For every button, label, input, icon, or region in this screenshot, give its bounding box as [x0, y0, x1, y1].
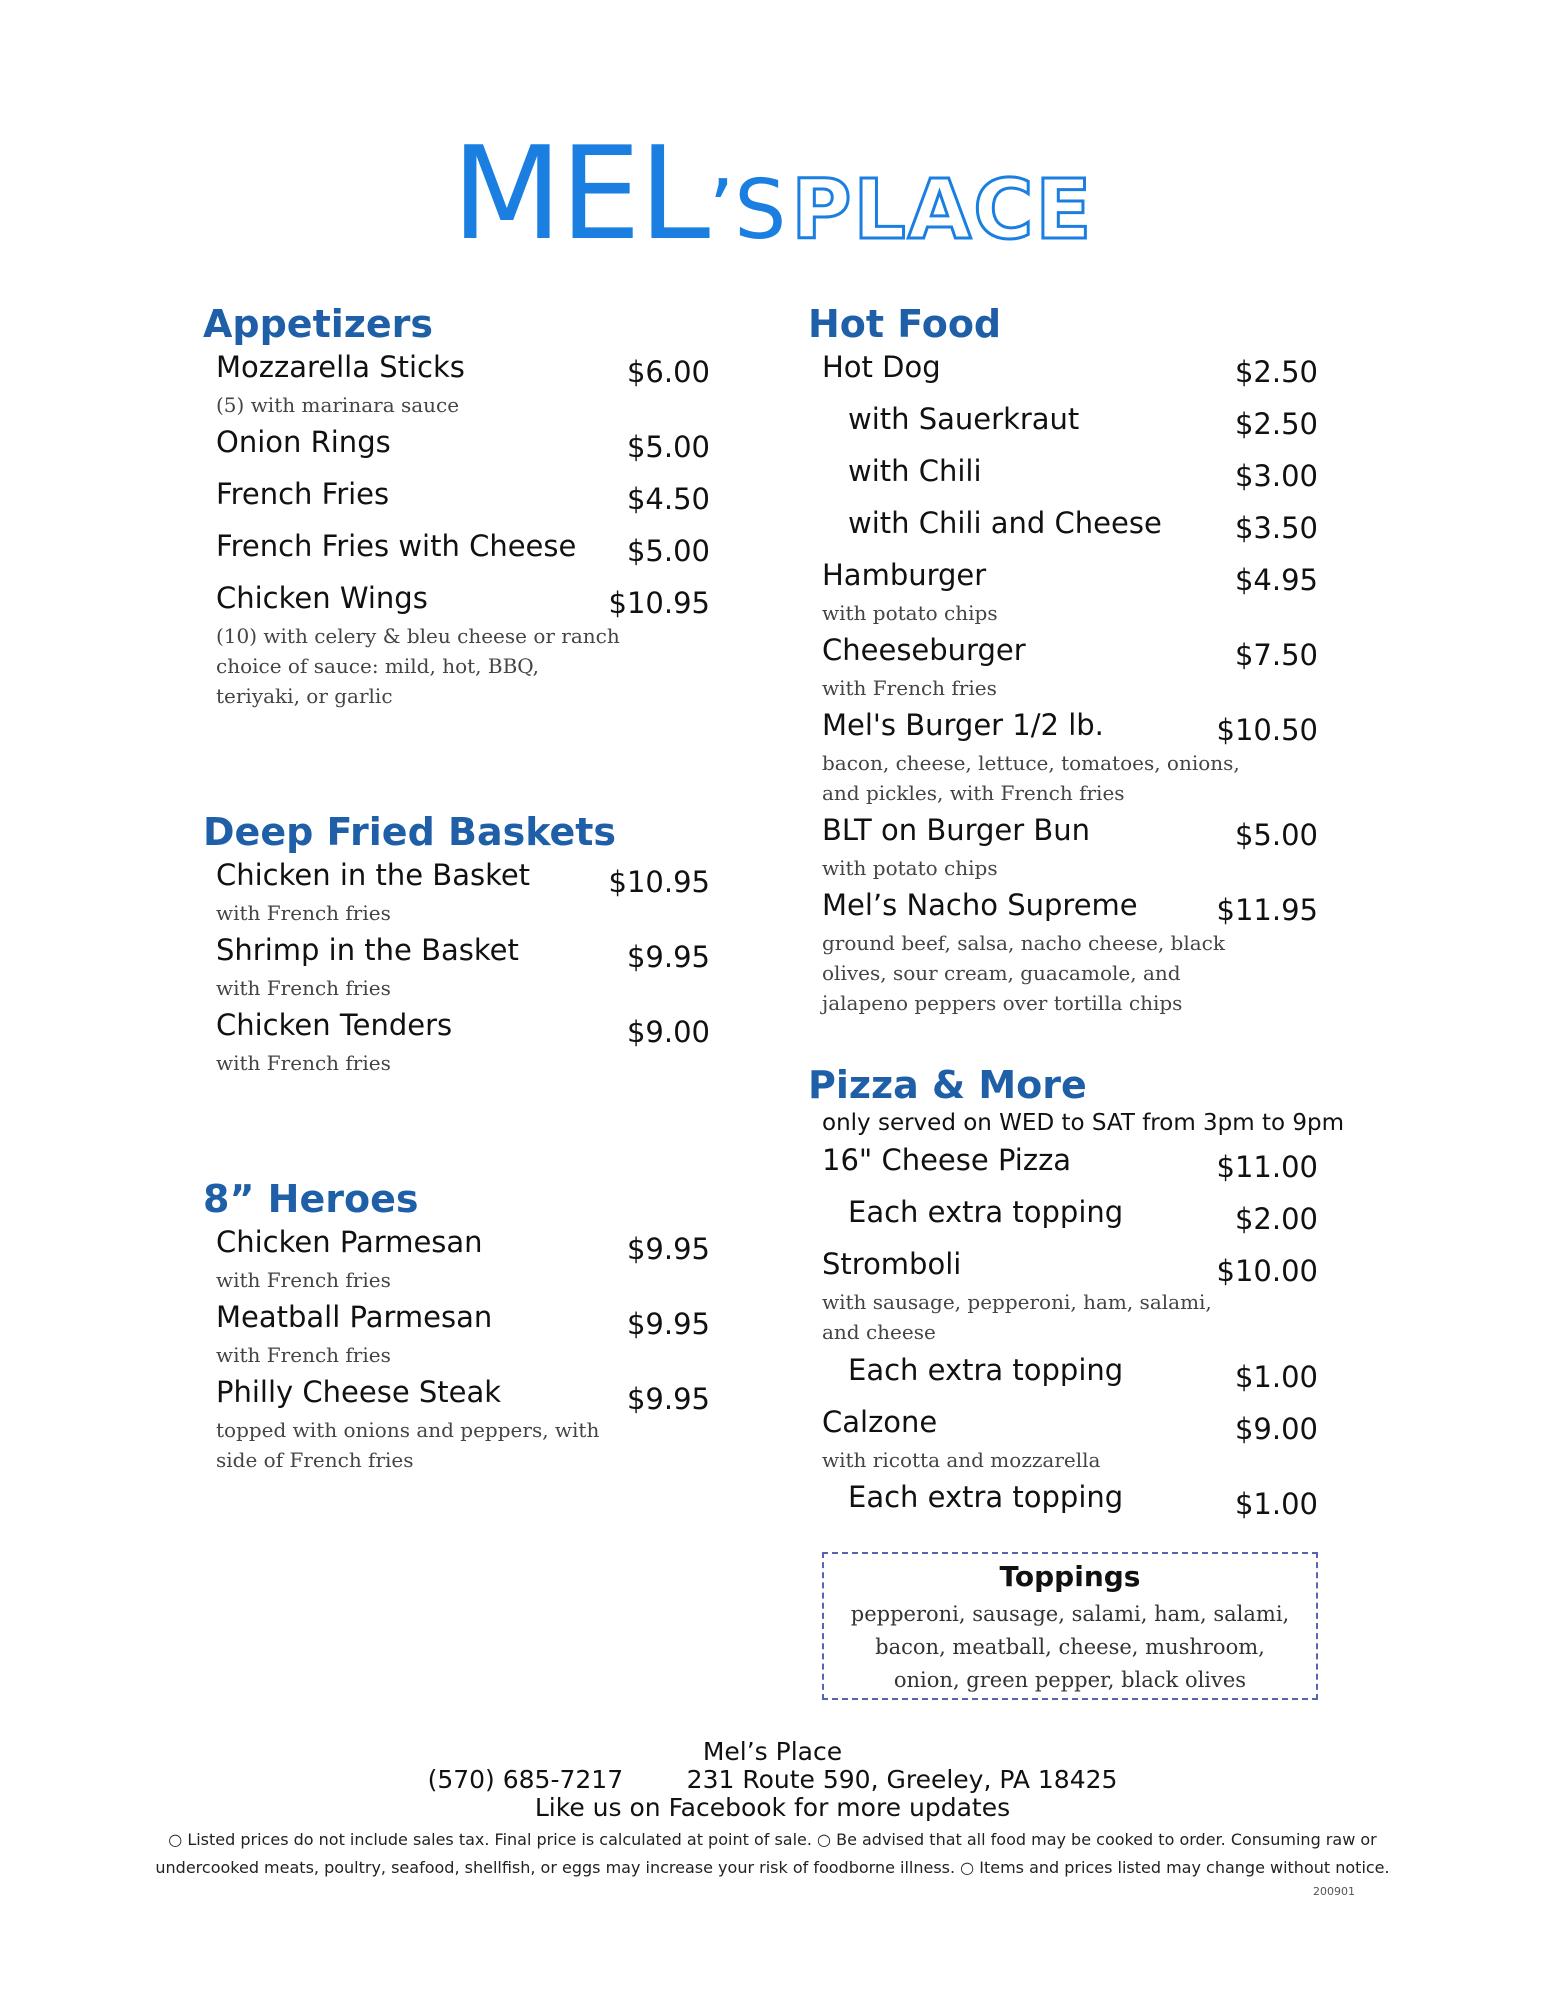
menu-item-price: $10.95 [608, 586, 710, 620]
menu-item-name: Chicken Wings [216, 581, 428, 615]
menu-item-desc: with French fries [216, 901, 391, 925]
menu-item-desc: (10) with celery & bleu cheese or ranch [216, 624, 620, 648]
menu-item-name: Mel’s Nacho Supreme [822, 888, 1138, 922]
menu-item-price: $9.95 [626, 1232, 710, 1266]
menu-item-desc: with potato chips [822, 856, 998, 880]
menu-item-desc: with ricotta and mozzarella [822, 1448, 1101, 1472]
section-title: Hot Food [808, 302, 1002, 346]
menu-item-desc: with sausage, pepperoni, ham, salami, [822, 1290, 1212, 1314]
menu-item-name: Hot Dog [822, 350, 941, 384]
menu-item-desc: topped with onions and peppers, with [216, 1418, 600, 1442]
pizza-service-note: only served on WED to SAT from 3pm to 9pm [822, 1110, 1345, 1136]
menu-item-name: Chicken in the Basket [216, 858, 531, 892]
menu-item-price: $5.00 [626, 534, 710, 568]
menu-item-price: $4.50 [626, 482, 710, 516]
toppings-title: Toppings [999, 1560, 1141, 1593]
menu-item-price: $11.95 [1216, 893, 1318, 927]
menu-item-price: $7.50 [1234, 638, 1318, 672]
toppings-box [822, 1552, 1318, 1700]
title-apostrophe-s: ’S [708, 163, 787, 258]
menu-item-name: Chicken Parmesan [216, 1225, 483, 1259]
menu-item-price: $10.95 [608, 865, 710, 899]
menu-item-price: $11.00 [1216, 1150, 1318, 1184]
menu-item-name: Mel's Burger 1/2 lb. [822, 708, 1104, 742]
menu-item-price: $10.50 [1216, 713, 1318, 747]
section-title: Appetizers [203, 302, 434, 346]
menu-item-name: Chicken Tenders [216, 1008, 453, 1042]
toppings-line: bacon, meatball, cheese, mushroom, [875, 1635, 1265, 1659]
restaurant-title [0, 120, 1545, 269]
footer-disclaimer: undercooked meats, poultry, seafood, shellfish, or eggs may increase your risk of foodborne illness. ○ Items and prices listed may change without notice. [155, 1858, 1390, 1877]
menu-item-price: $5.00 [626, 430, 710, 464]
menu-item-name: Hamburger [822, 558, 987, 592]
menu-item-name: 16" Cheese Pizza [822, 1143, 1072, 1177]
menu-item-price: $6.00 [626, 355, 710, 389]
footer-contact: (570) 685-7217 231 Route 590, Greeley, PA 18425 [427, 1765, 1118, 1794]
footer-name: Mel’s Place [702, 1737, 843, 1766]
menu-item-desc: jalapeno peppers over tortilla chips [822, 991, 1183, 1015]
menu-item-price: $1.00 [1234, 1487, 1318, 1521]
menu-item-price: $9.95 [626, 940, 710, 974]
menu-item-price: $10.00 [1216, 1254, 1318, 1288]
menu-item-name: with Sauerkraut [848, 402, 1080, 436]
menu-item-desc: with French fries [822, 676, 997, 700]
menu-item-name: Each extra topping [848, 1480, 1124, 1514]
menu-item-desc: side of French fries [216, 1448, 414, 1472]
section-title: Deep Fried Baskets [203, 810, 617, 854]
menu-item-price: $3.00 [1234, 459, 1318, 493]
menu-item-name: French Fries [216, 477, 390, 511]
menu-item-name: Shrimp in the Basket [216, 933, 519, 967]
menu-item-name: Each extra topping [848, 1353, 1124, 1387]
section-title: Pizza & More [808, 1063, 1087, 1107]
menu-item-desc: olives, sour cream, guacamole, and [822, 961, 1181, 985]
menu-item-desc: (5) with marinara sauce [216, 393, 460, 417]
toppings-line: pepperoni, sausage, salami, ham, salami, [850, 1602, 1290, 1626]
footer-disclaimer: ○ Listed prices do not include sales tax. Final price is calculated at point of sale. ○ Be advised that all food may be cooked to order. Consuming raw or [168, 1830, 1377, 1849]
footer-facebook: Like us on Facebook for more updates [534, 1793, 1011, 1822]
menu-item-desc: with French fries [216, 976, 391, 1000]
menu-item-desc: teriyaki, or garlic [216, 684, 393, 708]
menu-item-name: Stromboli [822, 1247, 962, 1281]
menu-item-name: Calzone [822, 1405, 938, 1439]
menu-item-name: Cheeseburger [822, 633, 1026, 667]
menu-item-price: $9.00 [626, 1015, 710, 1049]
menu-item-price: $9.95 [626, 1382, 710, 1416]
menu-item-price: $4.95 [1234, 563, 1318, 597]
menu-item-name: Meatball Parmesan [216, 1300, 493, 1334]
menu-item-desc: choice of sauce: mild, hot, BBQ, [216, 654, 540, 678]
menu-item-price: $5.00 [1234, 818, 1318, 852]
menu-item-price: $1.00 [1234, 1360, 1318, 1394]
section-title: 8” Heroes [203, 1177, 419, 1221]
menu-item-name: French Fries with Cheese [216, 529, 577, 563]
document-code: 200901 [1313, 1885, 1355, 1898]
title-mel: MEL [451, 120, 709, 269]
menu-item-desc: ground beef, salsa, nacho cheese, black [822, 931, 1225, 955]
menu-item-price: $3.50 [1234, 511, 1318, 545]
menu-item-price: $2.50 [1234, 355, 1318, 389]
menu-item-name: Mozzarella Sticks [216, 350, 465, 384]
menu-item-price: $2.00 [1234, 1202, 1318, 1236]
menu-item-price: $9.00 [1234, 1412, 1318, 1446]
menu-item-desc: with French fries [216, 1343, 391, 1367]
title-place: PLACE [791, 163, 1094, 258]
menu-item-name: Each extra topping [848, 1195, 1124, 1229]
menu-item-price: $2.50 [1234, 407, 1318, 441]
menu-item-name: with Chili and Cheese [848, 506, 1162, 540]
menu-item-desc: with French fries [216, 1051, 391, 1075]
menu-item-name: Onion Rings [216, 425, 391, 459]
menu-item-desc: bacon, cheese, lettuce, tomatoes, onions, [822, 751, 1240, 775]
menu-item-desc: with potato chips [822, 601, 998, 625]
menu-item-desc: and pickles, with French fries [822, 781, 1125, 805]
menu-item-name: BLT on Burger Bun [822, 813, 1091, 847]
menu-item-price: $9.95 [626, 1307, 710, 1341]
menu-item-desc: with French fries [216, 1268, 391, 1292]
toppings-line: onion, green pepper, black olives [893, 1668, 1247, 1692]
menu-item-name: with Chili [848, 454, 982, 488]
menu-item-name: Philly Cheese Steak [216, 1375, 502, 1409]
menu-item-desc: and cheese [822, 1320, 936, 1344]
